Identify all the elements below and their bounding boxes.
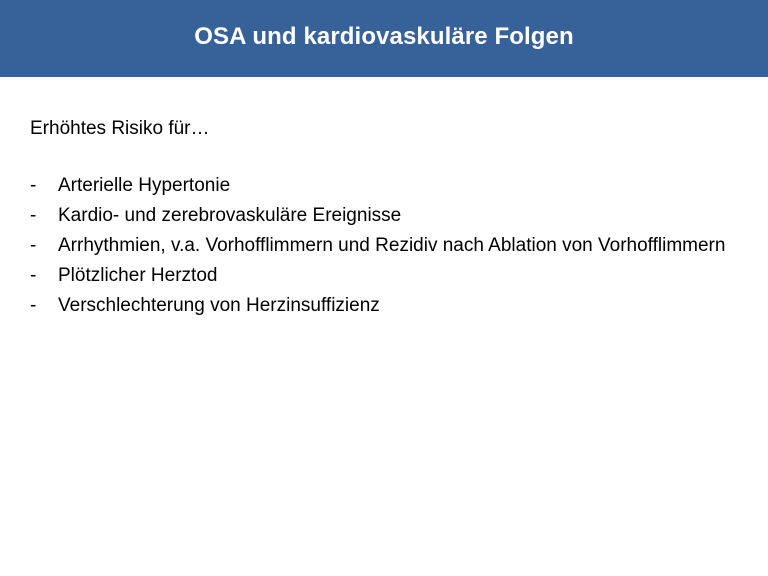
bullet-item: [30, 294, 730, 318]
intro-text: Erhöhtes Risiko für…: [30, 118, 210, 139]
bullet-marker: -: [30, 235, 37, 256]
bullet-label: Verschlechterung von Herzinsuffizienz: [58, 295, 380, 316]
bullet-item: [30, 234, 730, 258]
bullet-label: Kardio- und zerebrovaskuläre Ereignisse: [58, 205, 402, 226]
bullet-marker: -: [30, 175, 37, 196]
bullet-marker: -: [30, 205, 37, 226]
bullet-item: [30, 264, 730, 288]
bullet-marker: -: [30, 295, 37, 316]
slide-title: OSA und kardiovaskuläre Folgen: [194, 22, 574, 50]
bullet-item: [30, 174, 730, 198]
bullet-marker: -: [30, 265, 37, 286]
bullet-item: [30, 204, 730, 228]
bullet-label: Plötzlicher Herztod: [58, 265, 218, 286]
bullet-label: Arrhythmien, v.a. Vorhofflimmern und Rezidiv nach Ablation von Vorhofflimmern: [58, 235, 726, 256]
bullet-list: [30, 174, 730, 324]
title-bar: [0, 0, 768, 77]
bullet-label: Arterielle Hypertonie: [58, 175, 231, 196]
